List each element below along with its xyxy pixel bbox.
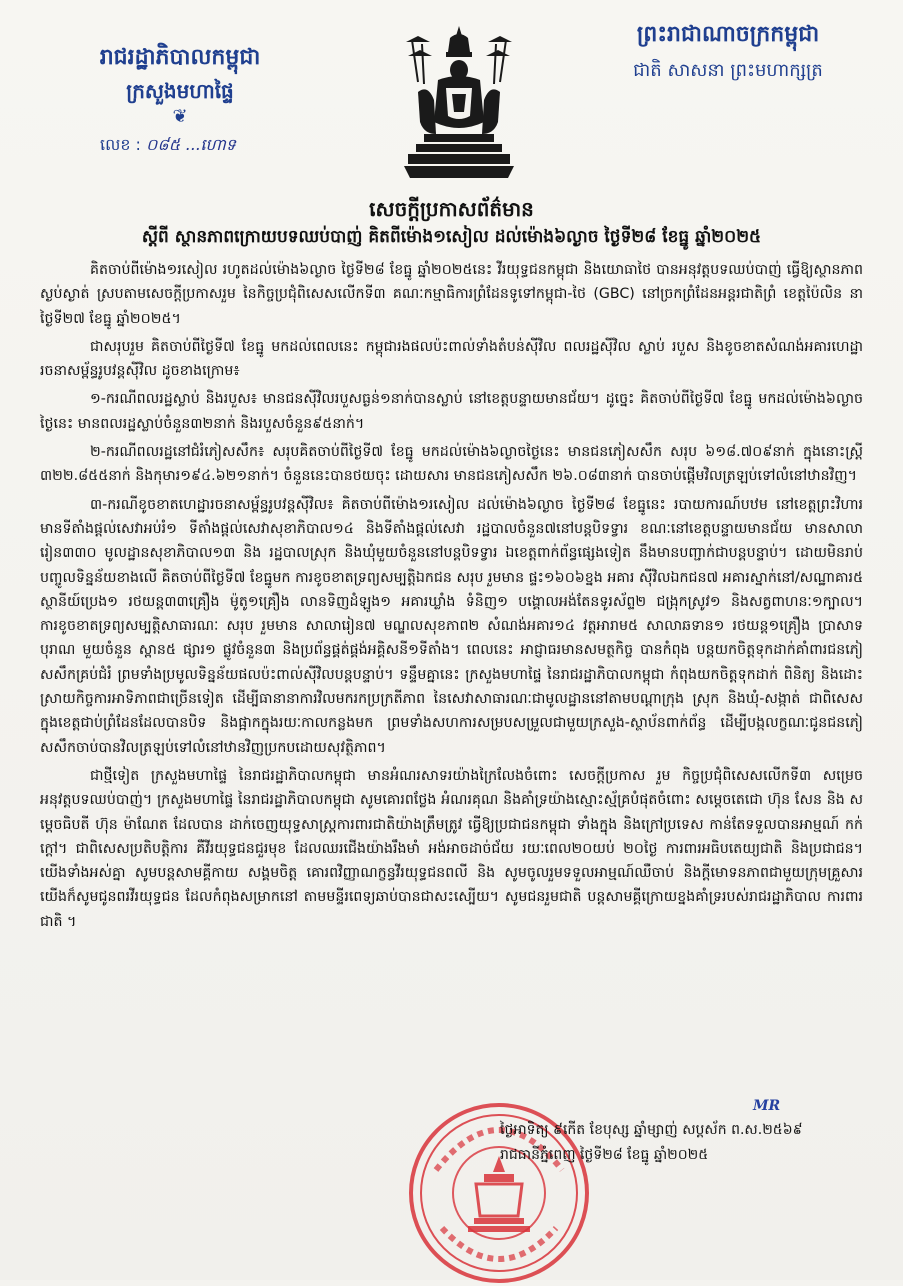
- paragraph-summary: ជាសរុបរួម គិតចាប់ពីថ្ងៃទី៧ ខែធ្នូ មកដល់ពេលនេះ កម្ពុជារងផលប៉ះពាល់ទាំងតំបន់ស៊ីវិល ពលរដ្ឋស៊ីវិល ស្លាប់ របួស និងខូចខាតសំណង់អគារហេដ្ឋារចនាសម្ព័ន្ធរូបវន្តស៊ីវិល ដូចខាងក្រោម៖: [40, 338, 863, 380]
- reference-number: [60, 134, 300, 158]
- royal-coat-of-arms-icon: [398, 22, 520, 182]
- lunar-date: ថ្ងៃអាទិត្យ ៩កើត ខែបុស្ស ឆ្នាំម្សាញ់ សប្តស័ក ព.ស.២៥៦៩: [500, 1122, 803, 1138]
- place-and-date: រាជធានីភ្នំពេញ ថ្ងៃទី២៨ ខែធ្នូ ឆ្នាំ២០២៥: [500, 1147, 709, 1163]
- document-subtitle: ស្តីពី ស្ថានភាពក្រោយបទឈប់បាញ់ គិតពីម៉ោង១សៀល ដល់ម៉ោង៦ល្ងាច ថ្ងៃទី២៨ ខែធ្នូ ឆ្នាំ២០២៥: [141, 227, 762, 247]
- paragraph-infrastructure: ៣-ករណីខូចខាតហេដ្ឋារចនាសម្ព័ន្ធរូបវន្តស៊ីវិល៖ គិតចាប់ពីម៉ោង១រសៀល ដល់ម៉ោង៦ល្ងាច ថ្ងៃទី២៨ ខែធ្នូនេះ របាយការណ៍បឋម នៅខេត្តព្រះវិហារ មានទីតាំងផ្តល់សេវាអប់រំ១ ទីតាំងផ្តល់សេវាសុខាភិបាល១៤ និងទីតាំងផ្តល់សេវា រដ្ឋបាលចំនួន៧នៅបន្តបិទទ្វារ ខណៈនៅខេត្តបន្ទាយមានជ័យ មានសាលារៀន៣៣០ មូលដ្ឋានសុខាភិបាល១៣ និង រដ្ឋបាលស្រុក និងឃុំមួយចំនួននៅបន្តបិទទ្វារ ឯខេត្តពាក់ព័ន្ធផ្សេងទៀត នឹងមានបញ្ជាក់ជាបន្តបន្ទាប់។ ដោយមិនរាប់ បញ្ចូលទិន្នន័យខាងលើ គិតចាប់ពីថ្ងៃទី៧ ខែធ្នូមក ការខូចខាតទ្រព្យសម្បត្តិឯកជន សរុប រួមមាន ផ្ទះ១៦០៦ខ្នង អគារ ស៊ីវិលឯកជន៧ អគារស្នាក់នៅ/សណ្ឋាគារ៥ ស្ថានីយ៍ប្រេង១ រថយន្ត៣៣គ្រឿង ម៉ូតូ១គ្រឿង លានទិញដំឡូង១ អគារឃ្លាំង ទំនិញ១ បង្គោលអង់តែនទូរស័ព្ទ២ ជង្រុកស្រូវ១ និងសត្វពាហនៈ១ក្បាល។ ការខូចខាតទ្រព្យសម្បត្តិសាធារណៈ សរុប រួមមាន សាលារៀន៧ មណ្ឌលសុខភាព២ សំណង់អគារ១៤ វត្តអារាម៥ សាលាឆទាន១ រថយន្ត១គ្រឿង ប្រាសាទបុរាណ មួយចំនួន ស្ពាន៥ ផ្សារ១ ផ្លូវចំនួន៣ និងប្រព័ន្ធផ្គត់ផ្គង់អគ្គិសនី១ទីតាំង។ ពេលនេះ អាជ្ញាធរមានសមត្ថកិច្ច បានកំពុង បន្តយកចិត្តទុកដាក់គាំពារជនភៀសសឹកគ្រប់ជំរំ ព្រមទាំងប្រមូលទិន្នន័យផលប៉ះពាល់ស៊ីវិលបន្តបន្ទាប់។ ទន្ទឹមគ្នានេះ ក្រសួងមហាផ្ទៃ នៃរាជរដ្ឋាភិបាលកម្ពុជា កំពុងយកចិត្តទុកដាក់ ពិនិត្យ និងដោះស្រាយកិច្ចការអាទិភាពជាច្រើនទៀត ដើម្បីធានានាការវិលមករកប្រក្រតីភាព នៃសេវាសាធារណៈជាមូលដ្ឋាននៅតាមបណ្តាក្រុង ស្រុក និងឃុំ-សង្កាត់ ជាពិសេស ក្នុងខេត្តជាប់ព្រំដែនដែលបានបិទ និងផ្អាកក្នុងរយៈកាលកន្លងមក ព្រមទាំងសហការសម្របសម្រួលជាមួយក្រសួង-ស្ថាប័នពាក់ព័ន្ធ ដើម្បីបង្កលក្ខណៈជូនជនភៀសសឹកចាប់បានវិលត្រឡប់ទៅលំនៅឋានវិញប្រកបដោយសុវត្ថិភាព។: [40, 496, 863, 756]
- document-body: [40, 258, 863, 938]
- reference-number-label: លេខ :: [100, 135, 141, 154]
- letterhead-kingdom: [598, 18, 858, 86]
- paragraph-gratitude: ជាថ្មីទៀត ក្រសួងមហាផ្ទៃ នៃរាជរដ្ឋាភិបាលកម្ពុជា មានអំណរសាទរយ៉ាងក្រៃលែងចំពោះ សេចក្តីប្រកាស រួម កិច្ចប្រជុំពិសេសលើកទី៣ សម្រេចអនុវត្តបទឈប់បាញ់។ ក្រសួងមហាផ្ទៃ នៃរាជរដ្ឋាភិបាលកម្ពុជា សូមគោរពថ្លែង អំណរគុណ និងគាំទ្រយ៉ាងស្មោះស្ម័គ្របំផុតចំពោះ សម្តេចតេជោ ហ៊ុន សែន និង សម្តេចធិបតី ហ៊ុន ម៉ាណែត ដែលបាន ដាក់ចេញយុទ្ធសាស្ត្រការពារជាតិយ៉ាងត្រឹមត្រូវ ធ្វើឱ្យប្រជាជនកម្ពុជា ទាំងក្នុង និងក្រៅប្រទេស កាន់តែទទួលបានអាម្មណ៍ កក់ក្តៅ។ ជាពិសេសប្រតិបត្តិការ គឺវីរយុទ្ធជនជួរមុខ ដែលឈរជើងយ៉ាងរឹងមាំ អង់អាចដាច់ជ័យ រយៈពេល២០យប់ ២០ថ្ងៃ ការពារអធិបតេយ្យជាតិ និងប្រជាជន។ យើងទាំងអស់គ្នា សូមបន្តសាមគ្គីកាយ សង្គមចិត្ត គោរពវិញ្ញាណក្ខន្ធវីរយុទ្ធជនពលី និង សូមចូលរួមទទួលអាម្មណ៍ឈឺចាប់ និងក្តីមោទនភាពជាមួយក្រុមគ្រួសារ យើងក៏សូមជូនពរវីរយុទ្ធជន ដែលកំពុងសម្រាកនៅ តាមមន្ទីរពេទ្យឆាប់បានជាសះស្បើយ។ សូមជនរួមជាតិ បន្តសាមគ្គីក្រោយខ្នងគាំទ្ររបស់រាជរដ្ឋាភិបាល ការពារជាតិ ។: [40, 767, 863, 930]
- government-name: រាជរដ្ឋាភិបាលកម្ពុជា: [99, 45, 261, 70]
- ministry-name: ក្រសួងមហាផ្ទៃ: [126, 79, 234, 103]
- reference-number-value: ០៨៥ ...ហោទ: [146, 135, 236, 154]
- paragraph-intro: គិតចាប់ពីម៉ោង១រសៀល រហូតដល់ម៉ោង៦ល្ងាច ថ្ងៃទី២៨ ខែធ្នូ ឆ្នាំ២០២៥នេះ វីរយុទ្ធជនកម្ពុជា និងយោធាថៃ បានអនុវត្តបទឈប់បាញ់ ធ្វើឱ្យស្ថានភាពស្ងប់ស្ងាត់ ស្របតាមសេចក្តីប្រកាសរួម នៃកិច្ចប្រជុំពិសេសលើកទី៣ គណៈកម្មាធិការព្រំដែនទូទៅកម្ពុជា-ថៃ (GBC) នៅច្រកព្រំដែនអន្តរជាតិព្រំ ខេត្តប៉ៃលិន នាថ្ងៃទី២៧ ខែធ្នូ ឆ្នាំ២០២៥។: [40, 262, 863, 327]
- title-block: [40, 195, 863, 251]
- ornament-icon: ❦: [172, 106, 188, 127]
- letterhead-ministry: [60, 42, 300, 158]
- signature-block: [500, 1118, 870, 1168]
- national-motto: ជាតិ សាសនា ព្រះមហាក្សត្រ: [633, 60, 823, 81]
- document-title: សេចក្តីប្រកាសព័ត៌មាន: [369, 197, 534, 221]
- paragraph-casualties: ១-ករណីពលរដ្ឋស្លាប់ និងរបួស៖ មានជនស៊ីវិលរបួសធ្ងន់១នាក់បានស្លាប់ នៅខេត្តបន្ទាយមានជ័យ។ ដូច្នេះ គិតចាប់ពីថ្ងៃទី៧ ខែធ្នូ មកដល់ម៉ោង៦ល្ងាចថ្ងៃនេះ មានពលរដ្ឋស្លាប់ចំនួន៣២នាក់ និងរបួសចំនួន៩៥នាក់។: [40, 391, 863, 432]
- kingdom-name: ព្រះរាជាណាចក្រកម្ពុជា: [636, 22, 820, 47]
- paragraph-displaced: ២-ករណីពលរដ្ឋនៅជំរំភៀសសឹក៖ សរុបគិតចាប់ពីថ្ងៃទី៧ ខែធ្នូ មកដល់ម៉ោង៦ល្ងាចថ្ងៃនេះ មានជនភៀសសឹក សរុប ៦១៨.៧០៩នាក់ ក្នុងនោះស្ត្រី ៣២២.៨៥៥នាក់ និងកុមារ១៩៤.៦២១នាក់។ ចំនួននេះបានថយចុះ ដោយសារ មានជនភៀសសឹក ២៦.០៨៣នាក់ បានចាប់ផ្តើមវិលត្រឡប់ទៅលំនៅឋានវិញ។: [40, 444, 863, 485]
- handwritten-initials: MR: [753, 1098, 781, 1114]
